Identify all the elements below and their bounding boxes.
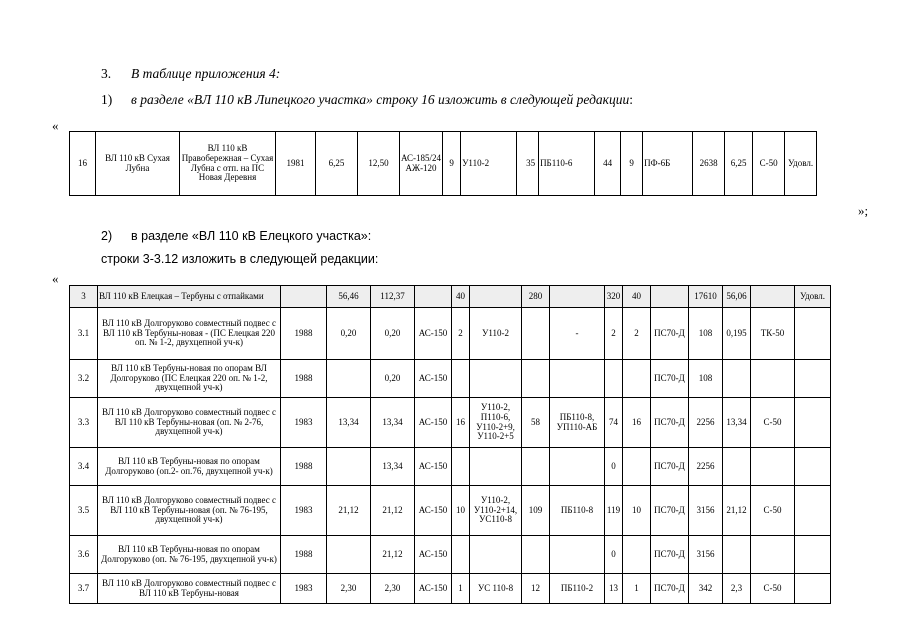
table-cell [623,360,651,398]
table-cell: 2 [452,308,470,360]
table-cell: 3.2 [70,360,98,398]
table-cell [452,360,470,398]
table-cell: 280 [522,286,550,308]
table-cell: АС-150 [415,448,452,486]
item-1-text: в разделе «ВЛ 110 кВ Липецкого участка» строку 16 изложить в следующей редакции [131,92,630,107]
table-cell: ПС70-Д [651,398,689,448]
table-cell: 56,06 [723,286,751,308]
table-cell: ВЛ 110 кВ Долгоруково совместный подвес с ВЛ 110 кВ Тербуны-новая (оп. № 76-195, двухцепной уч-к) [98,486,281,536]
table-cell: 0 [605,536,623,574]
item-2 [101,229,371,243]
table-cell: ВЛ 110 кВ Правобережная – Сухая Лубна с отп. на ПС Новая Деревня [180,132,276,196]
table-cell [522,308,550,360]
table-cell [327,360,371,398]
table-cell: ВЛ 110 кВ Тербуны-новая по опорам Долгоруково (оп.2- оп.76, двухцепной уч-к) [98,448,281,486]
table-cell: 3156 [689,486,723,536]
table-cell [522,536,550,574]
table-cell [723,536,751,574]
table-cell: 3.1 [70,308,98,360]
table-cell: АС-150 [415,398,452,448]
table-row [70,132,817,196]
table-cell: ВЛ 110 кВ Тербуны-новая по опорам Долгоруково (оп. № 76-195, двухцепной уч-к) [98,536,281,574]
table-cell: ПС70-Д [651,448,689,486]
table-cell: 3.4 [70,448,98,486]
table-cell: С-50 [753,132,785,196]
table-cell [605,360,623,398]
table-cell: ПБ110-8, УП110-АБ [550,398,605,448]
item-2-sub-text: строки 3-3.12 изложить в следующей редакции: [101,252,379,266]
table-cell [795,398,831,448]
table-cell: 0,20 [371,360,415,398]
table-cell: 1 [452,574,470,604]
table-cell: 119 [605,486,623,536]
table-cell: 12 [522,574,550,604]
table-cell [522,360,550,398]
table-cell: 21,12 [327,486,371,536]
table-cell [795,308,831,360]
table-cell [281,286,327,308]
table-cell: АС-150 [415,536,452,574]
quote-open-2: « [52,271,59,286]
table-cell: 1988 [281,448,327,486]
table-cell: 1981 [276,132,316,196]
table-cell: ВЛ 110 кВ Долгоруково совместный подвес с ВЛ 110 кВ Тербуны-новая [98,574,281,604]
table-cell: УС 110-8 [470,574,522,604]
table-cell [751,360,795,398]
table-cell [795,448,831,486]
table-row [70,398,831,448]
table-cell: 16 [452,398,470,448]
table-cell: 2256 [689,448,723,486]
table-cell [751,536,795,574]
table-cell: 3.7 [70,574,98,604]
table-cell [522,448,550,486]
table-cell: 12,50 [358,132,400,196]
table-cell [623,448,651,486]
table-cell: ВЛ 110 кВ Тербуны-новая по опорам ВЛ Долгоруково (ПС Елецкая 220 оп. № 1-2, двухцепной уч-к) [98,360,281,398]
table-cell: 108 [689,360,723,398]
quote-open-1: « [52,118,59,133]
table-cell: У110-2, У110-2+14, УС110-8 [470,486,522,536]
table-cell: 2,30 [327,574,371,604]
table-cell: Удовл. [785,132,817,196]
table-cell [651,286,689,308]
item-3 [101,66,280,82]
table-cell: 16 [623,398,651,448]
table-cell: С-50 [751,398,795,448]
table-cell [470,360,522,398]
table-cell [470,536,522,574]
table-cell: 1 [623,574,651,604]
table-cell: ВЛ 110 кВ Долгоруково совместный подвес с ВЛ 110 кВ Тербуны-новая (оп. № 2-76, двухцепной уч-к) [98,398,281,448]
table-cell: 1983 [281,486,327,536]
table-cell: 35 [517,132,539,196]
table-cell: - [550,308,605,360]
table-cell: 1988 [281,536,327,574]
table-cell: 74 [605,398,623,448]
table-cell: 0 [605,448,623,486]
table-cell: ПБ110-8 [550,486,605,536]
table-cell: 2 [605,308,623,360]
table-cell [795,486,831,536]
table-cell: 13 [605,574,623,604]
table-cell: 1988 [281,308,327,360]
table-row [70,308,831,360]
table-cell: 108 [689,308,723,360]
table-cell [452,448,470,486]
item-3-text: В таблице приложения 4: [131,66,281,81]
table-cell [327,536,371,574]
table-cell: АС-150 [415,308,452,360]
table-cell: АС-150 [415,574,452,604]
table-cell: 0,20 [371,308,415,360]
table-cell: У110-2 [470,308,522,360]
table-cell: 109 [522,486,550,536]
table-row [70,448,831,486]
table-cell: 13,34 [723,398,751,448]
table-cell [327,448,371,486]
table-cell: 3.6 [70,536,98,574]
table-cell: 1988 [281,360,327,398]
table-cell: 342 [689,574,723,604]
table-cell: Удовл. [795,286,831,308]
table-cell [795,360,831,398]
table-cell: 6,25 [316,132,358,196]
table-cell [723,360,751,398]
table-cell: 2 [623,308,651,360]
table-cell: 3 [70,286,98,308]
table-cell: ТК-50 [751,308,795,360]
table-cell: АС-150 [415,486,452,536]
table-row [70,286,831,308]
table-cell: ПС70-Д [651,308,689,360]
table-cell: ВЛ 110 кВ Сухая Лубна [96,132,180,196]
table-cell: 10 [452,486,470,536]
table-cell: 1983 [281,398,327,448]
table-cell: 3.3 [70,398,98,448]
table-cell: У110-2 [461,132,517,196]
table-cell: 44 [595,132,621,196]
table-cell: 56,46 [327,286,371,308]
table-cell: 2,30 [371,574,415,604]
table-cell: ПБ110-2 [550,574,605,604]
table-cell: 6,25 [725,132,753,196]
table-cell: 21,12 [371,486,415,536]
table-cell: 9 [443,132,461,196]
table-cell [550,360,605,398]
table-cell [795,536,831,574]
table-cell: 21,12 [371,536,415,574]
table-cell: 40 [623,286,651,308]
table-cell: С-50 [751,486,795,536]
item-1-colon: : [629,92,633,107]
table-cell: 21,12 [723,486,751,536]
table-cell [415,286,452,308]
table-cell [550,536,605,574]
table-cell: 3156 [689,536,723,574]
item-2-sub [101,252,378,266]
table-cell: 13,34 [371,398,415,448]
table-cell [795,574,831,604]
table-cell: 3.5 [70,486,98,536]
table-cell: ВЛ 110 кВ Долгоруково совместный подвес с ВЛ 110 кВ Тербуны-новая - (ПС Елецкая 220 оп. № 1-2, двухцепной уч-к) [98,308,281,360]
table-cell: 320 [605,286,623,308]
table-cell: ПС70-Д [651,360,689,398]
item-1 [101,92,633,108]
table-cell: 17610 [689,286,723,308]
item-2-number: 2) [101,229,113,243]
table-cell: 9 [621,132,643,196]
table-cell: ВЛ 110 кВ Елецкая – Тербуны с отпайками [98,286,281,308]
table-cell: ПФ-6Б [643,132,693,196]
table-cell: ПС70-Д [651,486,689,536]
table-cell [550,286,605,308]
table-cell: 2,3 [723,574,751,604]
table-cell [470,286,522,308]
item-1-number: 1) [101,92,113,107]
table-lipetsk [69,131,817,196]
quote-close-1: »; [858,203,869,218]
table-cell: ПБ110-6 [539,132,595,196]
table-cell [470,448,522,486]
table-row [70,360,831,398]
table-cell: С-50 [751,574,795,604]
table-elets [69,285,831,604]
table-cell: 10 [623,486,651,536]
table-cell: АС-185/24 АЖ-120 [400,132,443,196]
table-cell: 0,195 [723,308,751,360]
table-cell: 2256 [689,398,723,448]
table-cell [751,448,795,486]
table-cell: АС-150 [415,360,452,398]
item-2-text: в разделе «ВЛ 110 кВ Елецкого участка»: [131,229,372,243]
table-cell: 40 [452,286,470,308]
table-row [70,536,831,574]
table-cell: 58 [522,398,550,448]
table-cell: 16 [70,132,96,196]
item-3-number: 3. [101,66,112,81]
table-cell: У110-2, П110-6, У110-2+9, У110-2+5 [470,398,522,448]
table-cell: ПС70-Д [651,536,689,574]
table-cell [623,536,651,574]
table-cell [723,448,751,486]
table-cell [452,536,470,574]
table-row [70,574,831,604]
table-cell: 13,34 [371,448,415,486]
table-cell: ПС70-Д [651,574,689,604]
table-cell: 0,20 [327,308,371,360]
table-cell: 1983 [281,574,327,604]
table-cell: 13,34 [327,398,371,448]
table-cell [550,448,605,486]
table-cell [751,286,795,308]
table-cell: 112,37 [371,286,415,308]
table-cell: 2638 [693,132,725,196]
table-row [70,486,831,536]
